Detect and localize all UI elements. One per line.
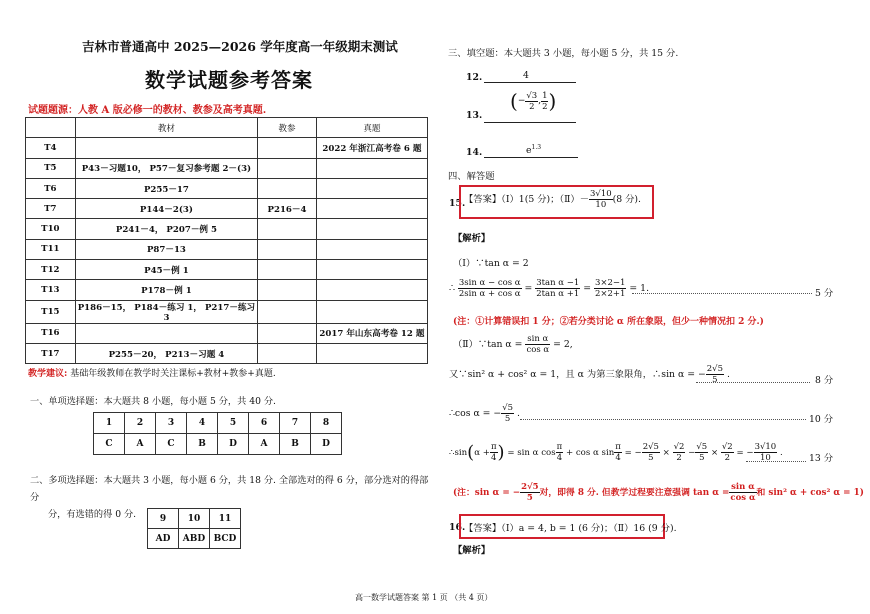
source-cell [316,158,427,178]
answer-cell: AD [148,529,179,549]
answer-cell: D [218,434,249,455]
source-cell [316,280,427,300]
teaching-suggestion [28,366,276,379]
therefore-symbol: ∴ [449,283,455,294]
source-cell [316,219,427,239]
note1: (注：①计算错误扣 1 分；②若分类讨论 α 所在象限，但少一种情况扣 2 分.) [453,317,764,327]
q15-points: (8 分). [612,194,642,205]
single-choice-answers [94,434,342,455]
answer-cell: 1 [94,413,125,434]
frac-num: π [556,442,563,452]
question-cell: T6 [26,178,76,198]
source-cell: P255－20， P213－习题 4 [75,343,257,363]
answer-cell: 9 [148,509,179,529]
answer-cell: 11 [210,509,241,529]
answer-cell: A [249,434,280,455]
question-cell: T7 [26,199,76,219]
frac-num: π [490,442,497,452]
q13-answer: (− $\frac{√3}{2}$ , $\frac{1}{2}$ ) [510,89,557,113]
source-cell [258,300,317,323]
question-cell: T13 [26,280,76,300]
note2-part: 对，即得 8 分. 但教学过程要注意强调 tan α = [539,488,730,498]
multi-choice-answers [148,529,241,549]
frac-num: √2 [673,442,685,452]
alpha-text: α + [474,448,490,458]
dotted-leader [520,418,806,420]
score-13: 13 分 [809,453,834,464]
score-5: 5 分 [815,288,834,299]
q15-line5: ∴cos α = − $\frac{√5}{5}$ . [449,403,520,424]
operator: = − [624,448,642,458]
frac-num: 2√5 [642,442,659,452]
source-table-header [26,118,428,138]
source-cell [258,323,317,343]
q15-line4: 又∵sin² α + cos² α = 1，且 α 为第三象限角，∴sin α = − $\frac{2√5}{5}$ . [449,364,730,385]
source-cell [316,178,427,198]
source-cell [316,239,427,259]
q16-analysis-label: 【解析】 [453,545,491,556]
q15-line6: ∴sin(α + $\frac{\pi}{4}$ ) = sin α cos $\frac{\pi}{4}$ + cos α sin $\frac{\pi}{4}$ = − $\frac{2√5}{5}$ × $\frac{√2}{2}$ − $\frac{√5}{5}$ × $\frac{√2}{2}$ = − $\frac{3√10}{10}$ . [449,442,783,463]
frac-den: 2 [724,453,730,463]
source-cell: P216－4 [258,199,317,219]
source-cell [316,260,427,280]
answer-cell: C [156,434,187,455]
frac-num: 2√5 [706,364,723,374]
answer-cell: 7 [280,413,311,434]
answer-cell: 5 [218,413,249,434]
operator: − [688,448,696,458]
section1-heading: 一、单项选择题：本大题共 8 小题，每小题 5 分，共 40 分. [30,396,276,407]
line-tail: = 1. [629,283,650,294]
multi-choice-table [147,508,241,549]
q14-exponent: 1.3 [531,144,542,151]
answer-cell: B [187,434,218,455]
source-cell: P255－17 [75,178,257,198]
q13-den-right: 2 [542,101,548,112]
q14-answer [526,144,541,156]
section2-heading-line1: 二、多项选择题：本大题共 3 小题，每小题 6 分，共 18 分. 全部选对的得 6 分，部分选对的得部分 [30,475,429,503]
source-cell: 2017 年山东高考卷 12 题 [316,323,427,343]
answer-cell: D [311,434,342,455]
q16-label: 16. [449,522,466,533]
q15-answer-text: 【答案】（Ⅰ）1(5 分)；（Ⅱ）－ [464,194,589,205]
question-cell: T5 [26,158,76,178]
table-row [26,300,428,323]
answer-cell: C [94,434,125,455]
operator: × [710,448,721,458]
frac-den: 2 [676,453,682,463]
source-cell: P87－13 [75,239,257,259]
frac-den: 5 [648,453,654,463]
header-cell: 教参 [258,118,317,138]
source-cell [258,343,317,363]
source-cell: 2022 年浙江高考卷 6 题 [316,138,427,158]
frac-den: 4 [491,453,497,463]
q15-label: 15. [449,198,466,209]
dotted-leader [632,292,812,294]
line-prefix: （Ⅱ）∵tan α = [453,339,523,350]
frac-den: 5 [504,414,511,424]
header-cell: 真题 [316,118,427,138]
header-cell: 教材 [75,118,257,138]
q12-label: 12. [466,72,483,83]
note2-part: (注：sin α = − [453,488,521,498]
frac-num: 3tan α −1 [536,278,580,288]
answer-cell: 10 [179,509,210,529]
source-cell [258,138,317,158]
frac-den: 4 [615,453,621,463]
frac-num: √2 [721,442,733,452]
suggestion-label: 教学建议: [28,369,68,379]
table-row [26,239,428,259]
frac-num: 3sin α − cos α [458,278,521,288]
answer-cell: 2 [125,413,156,434]
school-line: 吉林市普通高中 2025—2026 学年度高一年级期末测试 [82,39,398,54]
source-note: 试题题源：人教 A 版必修一的教材、教参及高考真题. [28,105,267,116]
line-text: ∴cos α = − [449,408,502,419]
source-cell [75,138,257,158]
frac-den: cos α [526,345,550,355]
source-cell [316,199,427,219]
note2 [453,482,864,503]
note2-part: 和 sin² α + cos² α = 1) [756,488,864,498]
frac-den: 10 [759,453,771,463]
source-cell: P45－例 1 [75,260,257,280]
score-8: 8 分 [815,375,834,386]
source-cell: P241－4， P207－例 5 [75,219,257,239]
table-row [26,138,428,158]
table-row [26,260,428,280]
q15-answer [464,189,641,211]
source-cell [316,300,427,323]
table-row [26,343,428,363]
operator: × [662,448,673,458]
source-cell: P43－习题10， P57－复习参考题 2－(3) [75,158,257,178]
score-10: 10 分 [809,414,834,425]
frac-den: 2tan α +1 [536,289,580,299]
q15-line1: （Ⅰ）∵tan α = 2 [453,258,529,269]
q14-base: e [526,145,532,157]
line-text: 又∵sin² α + cos² α = 1，且 α 为第三象限角，∴sin α = − [449,369,706,380]
q13-label: 13. [466,110,483,121]
frac-num: √5 [696,442,708,452]
source-cell [258,260,317,280]
frac-den: cos α [730,493,756,503]
source-cell [258,280,317,300]
section4-heading: 四、解答题 [448,171,495,182]
dotted-leader [746,460,806,462]
single-choice-numbers [94,413,342,434]
table-row [26,158,428,178]
frac-num: 2√5 [521,482,539,492]
source-table [25,117,428,364]
table-row [26,199,428,219]
source-cell [258,239,317,259]
answer-cell: ABD [179,529,210,549]
q13-blank [484,122,576,123]
answer-cell: B [280,434,311,455]
answer-cell: 3 [156,413,187,434]
q15-line2: ∴ $\frac{\text{3sin α − cos α}}{\text{2sin α + cos α}}$ = $\frac{\text{3tan α −1}}{\text{2tan α +1}}$ = $\frac{3\times 2-1}{2\times 2+1}$ = 1. [449,278,650,299]
source-cell [258,178,317,198]
operator: = − [736,448,754,458]
source-cell [258,158,317,178]
q13-num-right: 1 [542,90,548,101]
suggestion-text: 基础年级教师在教学时关注课标+教材+教参+真题. [70,369,276,379]
answer-cell: BCD [210,529,241,549]
q15-frac-num: 3√10 [590,189,612,199]
frac-den: 2sin α + cos α [458,289,521,299]
q13-den-left: 2 [529,101,535,112]
question-cell: T4 [26,138,76,158]
frac-num: √5 [502,403,514,413]
q16-answer: 【答案】（Ⅰ）a = 4, b = 1 (6 分)；（Ⅱ）16 (9 分). [464,523,677,534]
table-row [26,323,428,343]
q15-frac-den: 10 [595,200,607,210]
q12-answer: 4 [523,70,529,81]
frac-num: 3×2−1 [594,278,626,288]
table-row [26,178,428,198]
source-table-body [26,138,428,364]
frac-num: 3√10 [754,442,777,452]
doc-title: 数学试题参考答案 [145,68,313,92]
frac-num: sin α [527,334,549,344]
source-cell: P178－例 1 [75,280,257,300]
table-row [26,219,428,239]
question-cell: T17 [26,343,76,363]
frac-den: 2×2+1 [594,289,626,299]
sin-text: ∴sin [449,448,468,458]
question-cell: T15 [26,300,76,323]
frac-den: 5 [699,453,705,463]
single-choice-table [93,412,342,455]
header-cell [26,118,76,138]
q14-blank [484,157,578,158]
frac-den: 5 [712,375,718,385]
source-cell [75,323,257,343]
frac-den: 4 [556,453,563,463]
section2-heading-line2: 分，有选错的得 0 分. [48,509,137,520]
question-cell: T12 [26,260,76,280]
source-cell [258,219,317,239]
line-tail: = 2, [553,339,573,350]
answer-cell: A [125,434,156,455]
frac-den: 5 [526,493,533,503]
source-cell: P186－15， P184－练习 1， P217－练习 3 [75,300,257,323]
q13-num-left: √3 [526,90,538,101]
q12-blank [484,82,576,83]
answer-cell: 4 [187,413,218,434]
source-cell [316,343,427,363]
answer-cell: 6 [249,413,280,434]
table-row [26,280,428,300]
question-cell: T11 [26,239,76,259]
source-cell: P144－2(3) [75,199,257,219]
page-footer: 高一数学试题答案 第 1 页 （共 4 页） [355,593,493,602]
expansion-text: = sin α cos [507,448,556,458]
answer-cell: 8 [311,413,342,434]
section3-heading: 三、填空题：本大题共 3 小题，每小题 5 分，共 15 分. [448,48,679,59]
q14-label: 14. [466,147,483,158]
q15-line3 [453,334,573,355]
expansion-text: + cos α sin [565,448,615,458]
frac-num: sin α [731,482,755,492]
dotted-leader [696,381,810,383]
frac-num: π [615,442,621,452]
multi-choice-numbers [148,509,241,529]
q15-analysis-label: 【解析】 [453,233,491,244]
question-cell: T16 [26,323,76,343]
question-cell: T10 [26,219,76,239]
